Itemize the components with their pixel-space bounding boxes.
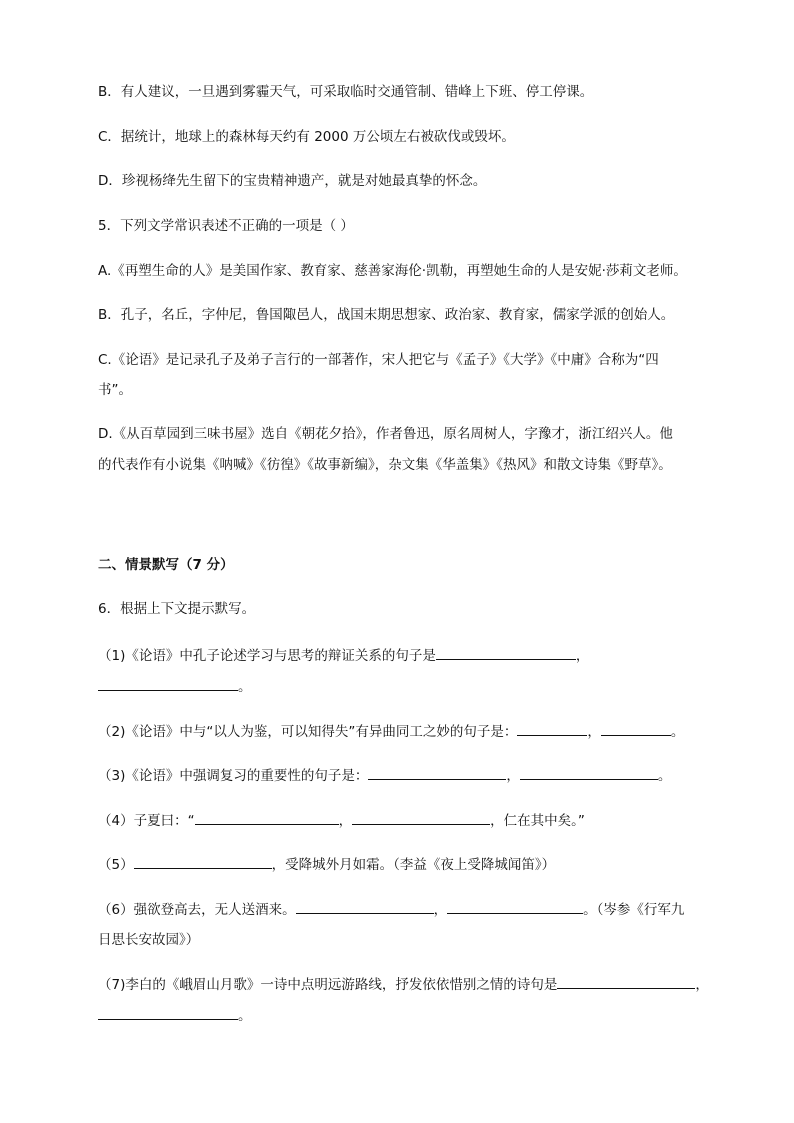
answer-blank[interactable] bbox=[601, 721, 671, 736]
answer-blank[interactable] bbox=[517, 721, 587, 736]
q6-item4 bbox=[98, 810, 585, 831]
q6-item1-line2 bbox=[98, 676, 252, 697]
answer-blank[interactable] bbox=[447, 899, 583, 914]
q6-item6-text: （6）强欲登高去，无人送酒来。 bbox=[98, 902, 296, 918]
q6-item6-end: 。（岑参《行军九 bbox=[583, 902, 685, 918]
q5-stem: 5．下列文学常识表述不正确的一项是（ ） bbox=[98, 218, 354, 234]
q5-option-b: B．孔子，名丘，字仲尼，鲁国陬邑人，战国末期思想家、政治家、教育家，儒家学派的创始人。 bbox=[98, 307, 675, 323]
q6-item3 bbox=[98, 765, 671, 786]
q5-option-c-line2: 书”。 bbox=[98, 382, 132, 398]
q5-option-d-line1: D.《从百草园到三味书屋》选自《朝花夕拾》，作者鲁迅，原名周树人，字豫才，浙江绍兴人。他 bbox=[98, 426, 673, 442]
answer-blank[interactable] bbox=[98, 1005, 238, 1020]
q6-item5 bbox=[98, 854, 555, 875]
q6-item1-text: （1)《论语》中孔子论述学习与思考的辩证关系的句子是 bbox=[98, 648, 436, 664]
answer-blank[interactable] bbox=[352, 810, 490, 825]
q4-option-d: D．珍视杨绛先生留下的宝贵精神遗产，就是对她最真挚的怀念。 bbox=[98, 173, 487, 189]
answer-blank[interactable] bbox=[557, 974, 695, 989]
q4-option-c: C．据统计，地球上的森林每天约有 2000 万公顷左右被砍伐或毁坏。 bbox=[98, 129, 515, 145]
q6-item4-text: （4）子夏曰：“ bbox=[98, 813, 195, 829]
q6-stem: 6．根据上下文提示默写。 bbox=[98, 601, 256, 617]
answer-blank[interactable] bbox=[134, 854, 272, 869]
q6-item1-end: 。 bbox=[238, 679, 252, 695]
q6-item3-end: 。 bbox=[657, 768, 672, 784]
q5-option-c-line1: C.《论语》是记录孔子及弟子言行的一部著作，宋人把它与《孟子》《大学》《中庸》合称为“四 bbox=[98, 352, 659, 368]
q6-item4-sep: ， bbox=[338, 813, 353, 829]
answer-blank[interactable] bbox=[296, 899, 434, 914]
answer-blank[interactable] bbox=[520, 765, 658, 780]
answer-blank[interactable] bbox=[368, 765, 506, 780]
q6-item1-sep: ， bbox=[575, 648, 590, 664]
q6-item7 bbox=[98, 974, 709, 995]
q6-item3-sep: ， bbox=[506, 768, 520, 784]
q6-item6-line2: 日思长安故园》） bbox=[98, 932, 200, 948]
q5-option-d-line2: 的代表作有小说集《呐喊》《彷徨》《故事新编》，杂文集《华盖集》《热风》和散文诗集《野草》。 bbox=[98, 457, 672, 473]
q6-item6-sep: ， bbox=[433, 902, 448, 918]
section2-title: 二、情景默写（7 分） bbox=[98, 557, 234, 573]
q6-item1 bbox=[98, 645, 589, 666]
q6-item3-text: （3)《论语》中强调复习的重要性的句子是： bbox=[98, 768, 369, 784]
q6-item5-end: ，受降城外月如霜。（李益《夜上受降城闻笛》） bbox=[271, 857, 556, 873]
q6-item7-text: （7)李白的《峨眉山月歌》一诗中点明远游路线，抒发依依惜别之情的诗句是 bbox=[98, 977, 558, 993]
q5-option-a: A.《再塑生命的人》是美国作家、教育家、慈善家海伦·凯勒，再塑她生命的人是安妮·莎莉文老师。 bbox=[98, 263, 687, 279]
q6-item4-end: ，仁在其中矣。” bbox=[490, 813, 585, 829]
q6-item7-end: 。 bbox=[238, 1008, 252, 1024]
q6-item5-text: （5） bbox=[98, 857, 134, 873]
q6-item2-end: 。 bbox=[670, 724, 685, 740]
q6-item7-sep: ， bbox=[695, 977, 709, 993]
q4-option-b: B．有人建议，一旦遇到雾霾天气，可采取临时交通管制、错峰上下班、停工停课。 bbox=[98, 84, 594, 100]
q6-item6 bbox=[98, 899, 684, 920]
q6-item2 bbox=[98, 721, 684, 742]
answer-blank[interactable] bbox=[436, 645, 576, 660]
q6-item2-sep: ， bbox=[587, 724, 601, 740]
q6-item2-text: （2)《论语》中与“以人为鉴，可以知得失”有异曲同工之妙的句子是： bbox=[98, 724, 518, 740]
q6-item7-line2 bbox=[98, 1005, 252, 1026]
answer-blank[interactable] bbox=[98, 676, 238, 691]
answer-blank[interactable] bbox=[195, 810, 339, 825]
